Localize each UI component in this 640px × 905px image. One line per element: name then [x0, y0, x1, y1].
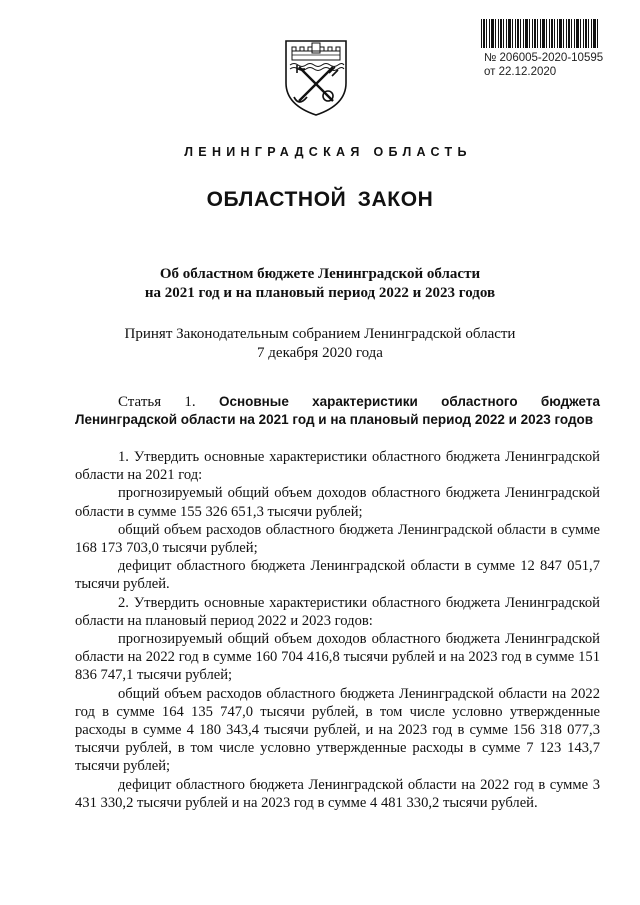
- paragraph: дефицит областного бюджета Ленинградской области на 2022 год в сумме 3 431 330,2 тысячи рублей и на 2023 год в сумме 4 481 330,2 тысячи рублей.: [75, 776, 600, 811]
- paragraph: 1. Утвердить основные характеристики областного бюджета Ленинградской области на 2021 год:: [75, 449, 600, 484]
- leningrad-oblast-coat-of-arms-icon: [283, 39, 349, 117]
- paragraph: прогнозируемый общий объем доходов областного бюджета Ленинградской области в сумме 155 326 651,3 тысячи рублей;: [75, 485, 600, 520]
- article-body: [75, 448, 600, 812]
- law-title-line-1: Об областном бюджете Ленинградской области: [159, 266, 481, 282]
- paragraph: прогнозируемый общий объем доходов областного бюджета Ленинградской области на 2022 год в сумме 160 704 416,8 тысячи рублей и на 2023 год в сумме 151 836 747,1 тысячи рублей;: [75, 631, 600, 684]
- law-title: [0, 265, 640, 303]
- paragraph: дефицит областного бюджета Ленинградской области в сумме 12 847 051,7 тысячи рублей.: [75, 558, 600, 593]
- adoption-date: 7 декабря 2020 года: [257, 345, 383, 361]
- adoption-note-line-1: Принят Законодательным собранием Ленинградской области: [124, 326, 516, 342]
- paragraph: общий объем расходов областного бюджета Ленинградской области на 2022 год в сумме 164 135 747,0 тысячи рублей, в том числе условно утвержденные расходы в сумме 4 180 343,4 тысячи рублей, и на 2023 год в сумме 156 318 077,3 тысячи рублей, в том числе условно утвержденные расходы в сумме 7 123 143,7 тысячи рублей;: [75, 685, 600, 775]
- registration-date: от 22.12.2020: [484, 66, 557, 78]
- registration-stamp: [484, 51, 603, 79]
- law-title-line-2: на 2021 год и на плановый период 2022 и 2023 годов: [144, 285, 496, 301]
- article-title: Основные характеристики областного бюджета Ленинградской области на 2021 год и на плановый период 2022 и 2023 годов: [75, 394, 600, 427]
- paragraph: 2. Утвердить основные характеристики областного бюджета Ленинградской области на плановый период 2022 и 2023 годов:: [75, 594, 600, 629]
- registration-number: № 206005-2020-10595: [484, 52, 604, 64]
- paragraph: общий объем расходов областного бюджета Ленинградской области в сумме 168 173 703,0 тысячи рублей;: [75, 521, 600, 557]
- document-type: ОБЛАСТНОЙ ЗАКОН: [206, 188, 434, 211]
- barcode-icon: [481, 19, 600, 48]
- article-label: Статья 1.: [118, 394, 196, 410]
- adoption-note: [0, 325, 640, 363]
- article-heading: [75, 393, 600, 429]
- region-name: ЛЕНИНГРАДСКАЯ ОБЛАСТЬ: [184, 145, 472, 159]
